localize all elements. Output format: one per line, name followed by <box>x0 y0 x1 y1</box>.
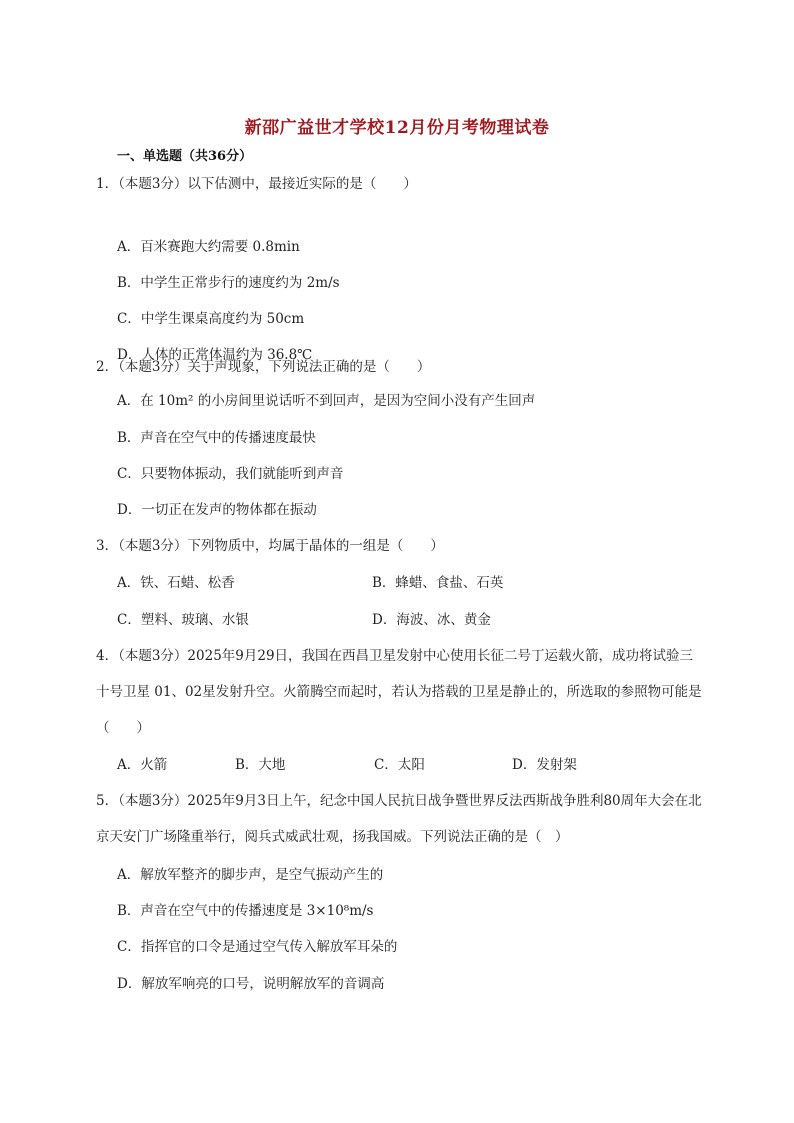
question-2-option-d: D．一切正在发声的物体都在振动 <box>117 502 317 518</box>
question-2-option-a: A．在 10m² 的小房间里说话听不到回声，是因为空间小没有产生回声 <box>117 393 536 409</box>
question-3-option-c: C．塑料、玻璃、水银 <box>117 612 249 628</box>
question-1-option-d: D．人体的正常体温约为 36.8℃ <box>117 347 313 363</box>
question-5-option-b: B．声音在空气中的传播速度是 3×10⁸m/s <box>117 903 374 919</box>
question-4-stem: 4．（本题3分）2025年9月29日，我国在西昌卫星发射中心使用长征二号丁运载火箭，成功将试验三十号卫星 01、02星发射升空。火箭腾空而起时，若认为搭载的卫星是静止的，所选取的参照物可能是（ ） <box>96 648 702 736</box>
question-3-stem: 3．（本题3分）下列物质中，均属于晶体的一组是（ ） <box>96 538 444 554</box>
question-3-option-a: A．铁、石蜡、松香 <box>117 575 235 591</box>
question-2-option-c: C．只要物体振动，我们就能听到声音 <box>117 466 344 482</box>
question-4-option-c: C．太阳 <box>374 757 425 773</box>
question-1-option-c: C．中学生课桌高度约为 50cm <box>117 311 305 327</box>
question-4-option-d: D．发射架 <box>512 757 577 773</box>
question-5-option-d: D．解放军响亮的口号，说明解放军的音调高 <box>117 976 385 992</box>
question-5-option-c: C．指挥官的口令是通过空气传入解放军耳朵的 <box>117 939 398 955</box>
section-heading: 一、单选题（共36分） <box>117 149 253 164</box>
question-2-stem: 2．（本题3分）关于声现象，下列说法正确的是（ ） <box>96 359 431 375</box>
question-5-option-a: A．解放军整齐的脚步声，是空气振动产生的 <box>117 867 384 883</box>
question-1-option-a: A．百米赛跑大约需要 0.8min <box>117 239 300 255</box>
exam-title: 新邵广益世才学校12月份月考物理试卷 <box>244 118 550 138</box>
question-3-option-b: B．蜂蜡、食盐、石英 <box>372 575 504 591</box>
question-1-option-b: B．中学生正常步行的速度约为 2m/s <box>117 275 340 291</box>
question-5-stem: 5．（本题3分）2025年9月3日上午，纪念中国人民抗日战争暨世界反法西斯战争胜利80周年大会在北京天安门广场隆重举行，阅兵式威武壮观，扬我国威。下列说法正确的是（ ） <box>96 793 702 845</box>
question-4-option-a: A．火箭 <box>117 757 168 773</box>
question-1-stem: 1．（本题3分）以下估测中，最接近实际的是（ ） <box>96 176 417 192</box>
question-2-option-b: B．声音在空气中的传播速度最快 <box>117 430 316 446</box>
question-4-option-b: B．大地 <box>235 757 286 773</box>
question-3-option-d: D．海波、冰、黄金 <box>372 612 491 628</box>
